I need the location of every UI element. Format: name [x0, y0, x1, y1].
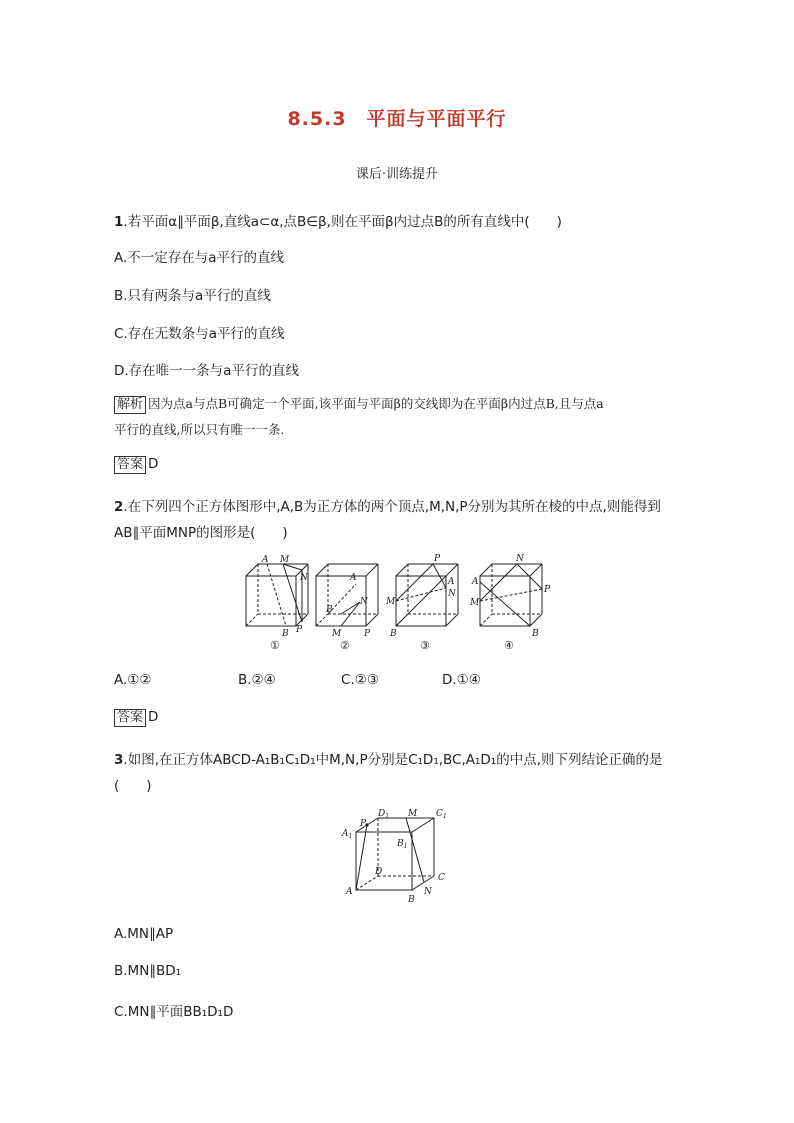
q2-stem-line1	[114, 495, 661, 515]
q2-answer-value: D	[148, 709, 159, 725]
svg-text:M: M	[280, 555, 290, 565]
q3-cube-figure	[338, 806, 458, 906]
svg-text:M: M	[470, 598, 480, 608]
figure-label-1: ①	[270, 639, 280, 652]
cube-figure-4	[480, 564, 542, 626]
q2-option-c: C.②③	[341, 672, 379, 688]
svg-text:A: A	[350, 573, 357, 583]
q2-option-d: D.①④	[442, 672, 481, 688]
q2-option-a: A.①②	[114, 672, 152, 688]
page-subtitle: 课后·训练提升	[355, 167, 439, 182]
svg-text:P: P	[296, 625, 303, 635]
q1-answer-value: D	[148, 456, 159, 472]
svg-text:B: B	[532, 629, 539, 639]
cube-figure-numbers	[270, 639, 514, 652]
svg-text:B: B	[282, 629, 289, 639]
cube-figure-1	[246, 564, 308, 626]
q2-number: 2	[114, 499, 124, 515]
q1-stem-text: .若平面α∥平面β,直线a⊂α,点B∈β,则在平面β内过点B的所有直线中( )	[123, 214, 562, 230]
q1-stem	[114, 210, 562, 230]
analysis-tag: 解析	[114, 396, 146, 414]
svg-text:A: A	[262, 555, 269, 565]
figure-label-4: ④	[504, 639, 514, 652]
svg-text:N: N	[424, 887, 432, 897]
q3-stem-line1	[114, 748, 663, 768]
figure-label-2: ②	[340, 639, 350, 652]
q2-stem-line2: AB∥平面MNP的图形是( )	[114, 525, 288, 541]
q3-option-c: C.MN∥平面BB₁D₁D	[114, 1004, 234, 1020]
q2-cube-figures	[236, 552, 556, 652]
q1-answer	[114, 456, 158, 474]
svg-text:N: N	[448, 589, 456, 599]
figure-label-3: ③	[420, 639, 430, 652]
q1-number: 1	[114, 214, 124, 230]
svg-text:B: B	[326, 605, 333, 615]
svg-text:A1: $A_1$	[342, 829, 353, 840]
q1-analysis	[114, 391, 684, 443]
q2-option-b: B.②④	[238, 672, 276, 688]
q3-option-b: B.MN∥BD₁	[114, 963, 182, 979]
svg-text:P: P	[434, 554, 441, 564]
svg-text:N: N	[360, 597, 368, 607]
svg-text:A: A	[448, 577, 455, 587]
q1-option-b: B.只有两条与a平行的直线	[114, 288, 271, 304]
q1-analysis-line1: 因为点a与点B可确定一个平面,该平面与平面β的交线即为在平面β内过点B,且与点a	[148, 396, 604, 411]
q3-stem-text: .如图,在正方体ABCD-A₁B₁C₁D₁中M,N,P分别是C₁D₁,BC,A₁D₁的中点,则下列结论正确的是	[123, 752, 663, 768]
q1-option-a: A.不一定存在与a平行的直线	[114, 250, 285, 266]
svg-text:M: M	[332, 629, 342, 639]
cube-figure-2	[316, 564, 378, 626]
answer-tag: 答案	[114, 456, 146, 474]
q2-answer	[114, 709, 158, 727]
answer-tag: 答案	[114, 709, 146, 727]
svg-text:B1: $B_1$	[397, 839, 408, 850]
q3-option-a: A.MN∥AP	[114, 926, 174, 942]
q1-option-d: D.存在唯一一条与a平行的直线	[114, 363, 299, 379]
svg-text:P: P	[360, 819, 367, 829]
svg-text:P: P	[544, 585, 551, 595]
q3-stem-line2: ( )	[114, 778, 152, 794]
svg-text:N: N	[516, 554, 524, 564]
svg-text:M: M	[408, 809, 418, 819]
svg-text:A: A	[472, 577, 479, 587]
svg-text:B: B	[390, 629, 397, 639]
q1-analysis-line2: 平行的直线,所以只有唯一一条.	[114, 422, 285, 437]
svg-text:P: P	[364, 629, 371, 639]
svg-text:N: N	[300, 573, 308, 583]
svg-text:M: M	[386, 597, 396, 607]
svg-text:D: D	[375, 867, 383, 877]
q1-option-c: C.存在无数条与a平行的直线	[114, 326, 285, 342]
cube-figure-2-labels	[325, 573, 371, 639]
q2-stem-text: .在下列四个正方体图形中,A,B为正方体的两个顶点,M,N,P分别为其所在棱的中点,则能得到	[123, 499, 661, 515]
svg-text:C: C	[438, 873, 445, 883]
svg-text:D1: $D_1$	[378, 809, 390, 820]
svg-text:C1: $C_1$	[436, 809, 447, 820]
svg-text:B: B	[408, 895, 415, 905]
q3-number: 3	[114, 752, 124, 768]
svg-text:A: A	[346, 887, 353, 897]
page-title: 8.5.3 平面与平面平行	[287, 108, 507, 130]
